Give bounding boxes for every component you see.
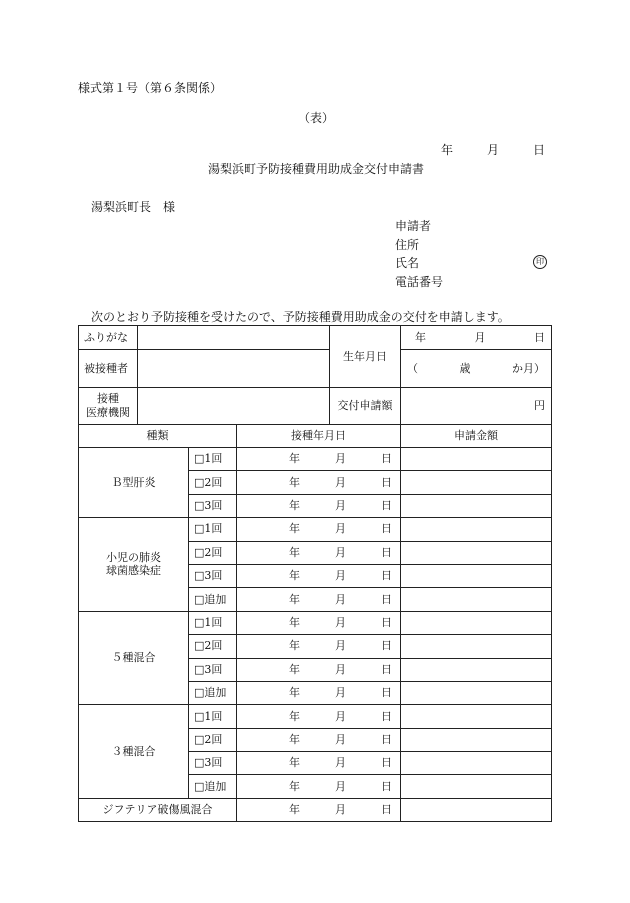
vaccination-date-field[interactable] [237,728,401,751]
requested-amount-field[interactable] [401,658,552,681]
date-month: 月 [335,662,346,676]
date-month: 月 [335,545,346,559]
dose-checkbox[interactable]: □1回 [189,705,237,728]
form-side-label: （表） [298,111,335,125]
vaccine-type-name [79,611,189,705]
dose-checkbox[interactable]: □追加 [189,775,237,798]
date-month: 月 [335,616,346,630]
seal-mark [533,254,547,269]
institution-label-line1: 接種 [97,392,119,406]
date-day: 日 [381,475,392,489]
dose-checkbox[interactable]: □追加 [189,681,237,704]
date-year: 年 [289,545,300,559]
vaccination-date-field[interactable] [237,775,401,798]
vaccination-date-field[interactable] [237,611,401,634]
date-year: 年 [289,779,300,793]
age-open: （ [407,361,419,375]
applicant-address-label: 住所 [395,238,420,252]
date-day: 日 [381,733,392,746]
requested-amount-field[interactable] [401,775,552,798]
col-header-type: 種類 [79,425,237,448]
last-row-amount[interactable] [401,798,552,822]
applicant-name-label: 氏名 [395,256,420,270]
vaccination-date-field[interactable] [237,494,401,517]
dose-checkbox[interactable]: □2回 [189,541,237,564]
date-year: 年 [289,733,300,746]
requested-amount-field[interactable] [401,518,552,541]
last-row-date[interactable] [237,798,401,822]
date-year: 年 [289,499,300,513]
vaccination-date-field[interactable] [237,541,401,564]
date-day: 日 [532,143,545,157]
amount-field[interactable] [401,388,552,425]
col-header-amount: 申請金額 [401,425,552,448]
dose-checkbox[interactable]: □3回 [189,494,237,517]
age-years: 歳 [459,361,471,375]
last-row-type: ジフテリア破傷風混合 [79,798,237,822]
applicant-label: 申請者 [395,219,432,233]
dose-checkbox[interactable]: □2回 [189,635,237,658]
dose-checkbox[interactable]: □追加 [189,588,237,611]
requested-amount-field[interactable] [401,471,552,494]
vaccine-name-line1: ３種混合 [111,744,156,758]
vaccine-type-name [79,705,189,799]
date-year: 年 [289,756,300,770]
requested-amount-field[interactable] [401,588,552,611]
dose-checkbox[interactable]: □1回 [189,518,237,541]
requested-amount-field[interactable] [401,635,552,658]
date-month: 月 [335,452,346,466]
dose-checkbox[interactable]: □3回 [189,564,237,587]
dose-checkbox[interactable]: □3回 [189,752,237,775]
date-month: 月 [335,499,346,513]
date-day: 日 [381,499,392,513]
furigana-field[interactable] [138,326,330,350]
dose-checkbox[interactable]: □3回 [189,658,237,681]
vaccine-name-line1: 小児の肺炎 [106,550,161,564]
date-month: 月 [335,803,346,817]
vaccination-date-field[interactable] [237,681,401,704]
requested-amount-field[interactable] [401,681,552,704]
vaccination-date-field[interactable] [237,658,401,681]
date-year: 年 [289,662,300,676]
date-year: 年 [289,475,300,489]
vaccination-date-field[interactable] [237,518,401,541]
date-day: 日 [381,639,392,653]
date-day: 日 [381,569,392,583]
recipient-label: 被接種者 [79,350,138,388]
vaccine-type-name [79,448,189,518]
vaccination-date-field[interactable] [237,588,401,611]
requested-amount-field[interactable] [401,564,552,587]
vaccination-date-field[interactable] [237,564,401,587]
yen-unit: 円 [534,399,546,413]
date-day: 日 [381,803,392,817]
date-year: 年 [289,616,300,630]
birth-day: 日 [534,330,546,344]
date-month: 月 [335,756,346,770]
requested-amount-field[interactable] [401,705,552,728]
date-year: 年 [289,639,300,653]
date-year: 年 [441,143,454,157]
date-day: 日 [381,756,392,770]
age-months: か月） [512,361,546,375]
col-header-date: 接種年月日 [237,425,401,448]
vaccination-date-field[interactable] [237,752,401,775]
amount-label: 交付申請額 [330,388,401,425]
recipient-field[interactable] [138,350,330,388]
date-month: 月 [335,733,346,746]
birth-date-field[interactable] [401,326,552,350]
application-date [441,141,545,158]
date-day: 日 [381,616,392,630]
date-year: 年 [289,452,300,466]
birth-month: 月 [474,330,486,344]
date-month: 月 [335,639,346,653]
date-day: 日 [381,522,392,536]
vaccination-date-field[interactable] [237,471,401,494]
requested-amount-field[interactable] [401,728,552,751]
vaccine-name-line1: ５種混合 [111,651,156,665]
dose-checkbox[interactable]: □1回 [189,448,237,471]
date-day: 日 [381,779,392,793]
intro-text: 次のとおり予防接種を受けたので、予防接種費用助成金の交付を申請します。 [91,310,510,324]
date-month: 月 [335,522,346,536]
date-year: 年 [289,592,300,606]
date-day: 日 [381,709,392,723]
requested-amount-field[interactable] [401,448,552,471]
vaccination-date-field[interactable] [237,635,401,658]
requested-amount-field[interactable] [401,752,552,775]
applicant-phone-label: 電話番号 [395,275,444,289]
dose-checkbox[interactable]: □2回 [189,728,237,751]
date-month: 月 [486,143,499,157]
application-table [78,325,552,822]
date-day: 日 [381,592,392,606]
date-year: 年 [289,709,300,723]
age-field[interactable] [401,350,552,388]
date-month: 月 [335,592,346,606]
date-month: 月 [335,569,346,583]
furigana-label: ふりがな [79,326,138,350]
date-month: 月 [335,709,346,723]
date-day: 日 [381,662,392,676]
birth-year: 年 [415,330,427,344]
seal-stamp: 印 [533,255,547,269]
document-title: 湯梨浜町予防接種費用助成金交付申請書 [208,162,425,176]
date-day: 日 [381,545,392,559]
vaccination-date-field[interactable] [237,448,401,471]
date-month: 月 [335,779,346,793]
vaccine-type-name [79,518,189,612]
date-month: 月 [335,686,346,700]
date-year: 年 [289,803,300,817]
date-year: 年 [289,522,300,536]
vaccine-name-line1: Ｂ型肝炎 [111,475,156,489]
form-number: 様式第１号（第６条関係） [78,81,223,95]
date-year: 年 [289,569,300,583]
dose-checkbox[interactable]: □1回 [189,611,237,634]
birth-date-label: 生年月日 [330,326,401,388]
date-year: 年 [289,686,300,700]
date-day: 日 [381,686,392,700]
requested-amount-field[interactable] [401,541,552,564]
institution-label [79,388,138,425]
vaccine-name-line2: 球菌感染症 [106,564,161,578]
requested-amount-field[interactable] [401,494,552,517]
vaccination-date-field[interactable] [237,705,401,728]
requested-amount-field[interactable] [401,611,552,634]
date-month: 月 [335,475,346,489]
date-day: 日 [381,452,392,466]
addressee: 湯梨浜町長 様 [91,200,176,214]
institution-field[interactable] [138,388,330,425]
dose-checkbox[interactable]: □2回 [189,471,237,494]
institution-label-line2: 医療機関 [86,406,130,419]
